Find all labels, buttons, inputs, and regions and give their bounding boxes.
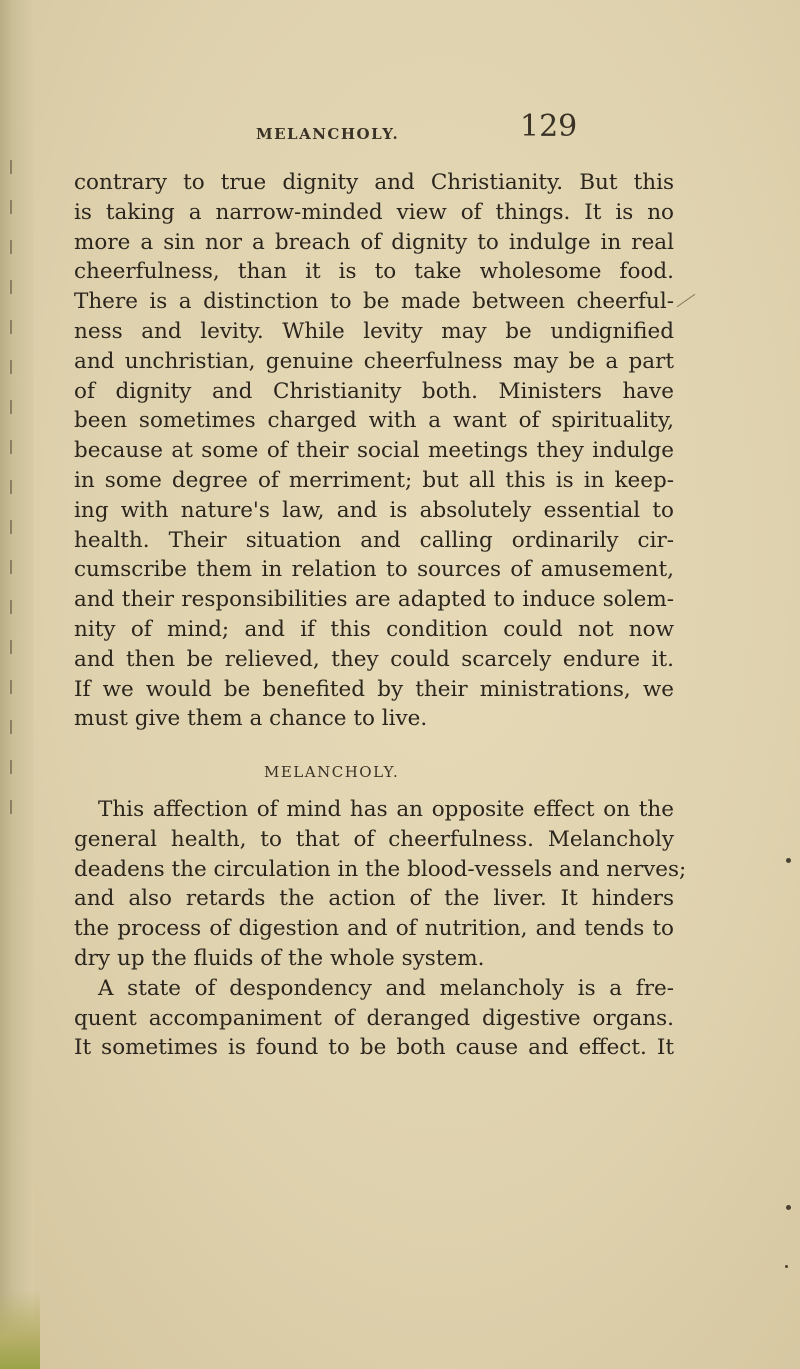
- text-line: cheerfulness, than it is to take wholesome food.: [74, 259, 674, 285]
- text-line: the process of digestion and of nutrition, and tends to: [74, 916, 674, 942]
- text-line: been sometimes charged with a want of spirituality,: [74, 408, 674, 434]
- text-line: There is a distinction to be made between cheerful-: [74, 289, 674, 315]
- text-line: and unchristian, genuine cheerfulness may be a part: [74, 348, 674, 374]
- text-line: deadens the circulation in the blood-vessels and nerves;: [74, 856, 687, 882]
- text-line: This affection of mind has an opposite effect on the: [98, 797, 674, 822]
- text-line: cumscribe them in relation to sources of amusement,: [74, 557, 674, 583]
- text-line: dry up the fluids of the whole system.: [74, 945, 485, 971]
- text-line: ness and levity. While levity may be undignified: [74, 318, 674, 344]
- text-line: and also retards the action of the liver. It hinders: [74, 886, 674, 912]
- pencil-mark: [677, 294, 696, 307]
- text-line: quent accompaniment of deranged digestive organs.: [74, 1005, 674, 1031]
- text-line: nity of mind; and if this condition could not now: [74, 616, 674, 642]
- page-number: 129: [520, 109, 578, 144]
- paper-speck: [786, 1205, 791, 1210]
- text-line: because at some of their social meetings they indulge: [74, 438, 674, 464]
- paper-speck: [785, 1265, 788, 1268]
- text-line: and their responsibilities are adapted to induce solem-: [74, 587, 674, 613]
- text-line: ing with nature's law, and is absolutely essential to: [74, 497, 674, 523]
- section-heading: MELANCHOLY.: [264, 763, 400, 781]
- text-line: must give them a chance to live.: [74, 706, 428, 732]
- paper-speck: [786, 858, 791, 863]
- paragraph-dignity: [74, 168, 674, 734]
- running-head: MELANCHOLY.: [256, 125, 400, 143]
- text-line: general health, to that of cheerfulness. Melancholy: [74, 826, 674, 852]
- page-header: [0, 109, 800, 155]
- text-line: contrary to true dignity and Christianity. But this: [74, 170, 674, 195]
- text-line: health. Their situation and calling ordinarily cir-: [74, 527, 674, 553]
- binding-edge-marks: [6, 160, 26, 860]
- text-line: It sometimes is found to be both cause and effect. It: [74, 1035, 674, 1061]
- text-line: more a sin nor a breach of dignity to indulge in real: [74, 229, 674, 255]
- section-body: [74, 795, 687, 1063]
- binding-stain: [0, 1290, 40, 1369]
- text-line: is taking a narrow-minded view of things. It is no: [74, 199, 674, 225]
- text-line: If we would be benefited by their ministrations, we: [74, 676, 674, 702]
- text-line: in some degree of merriment; but all this is in keep-: [74, 467, 674, 493]
- text-line: of dignity and Christianity both. Ministers have: [74, 378, 674, 404]
- text-line: and then be relieved, they could scarcely endure it.: [74, 646, 674, 672]
- text-line: A state of despondency and melancholy is a fre-: [98, 975, 674, 1001]
